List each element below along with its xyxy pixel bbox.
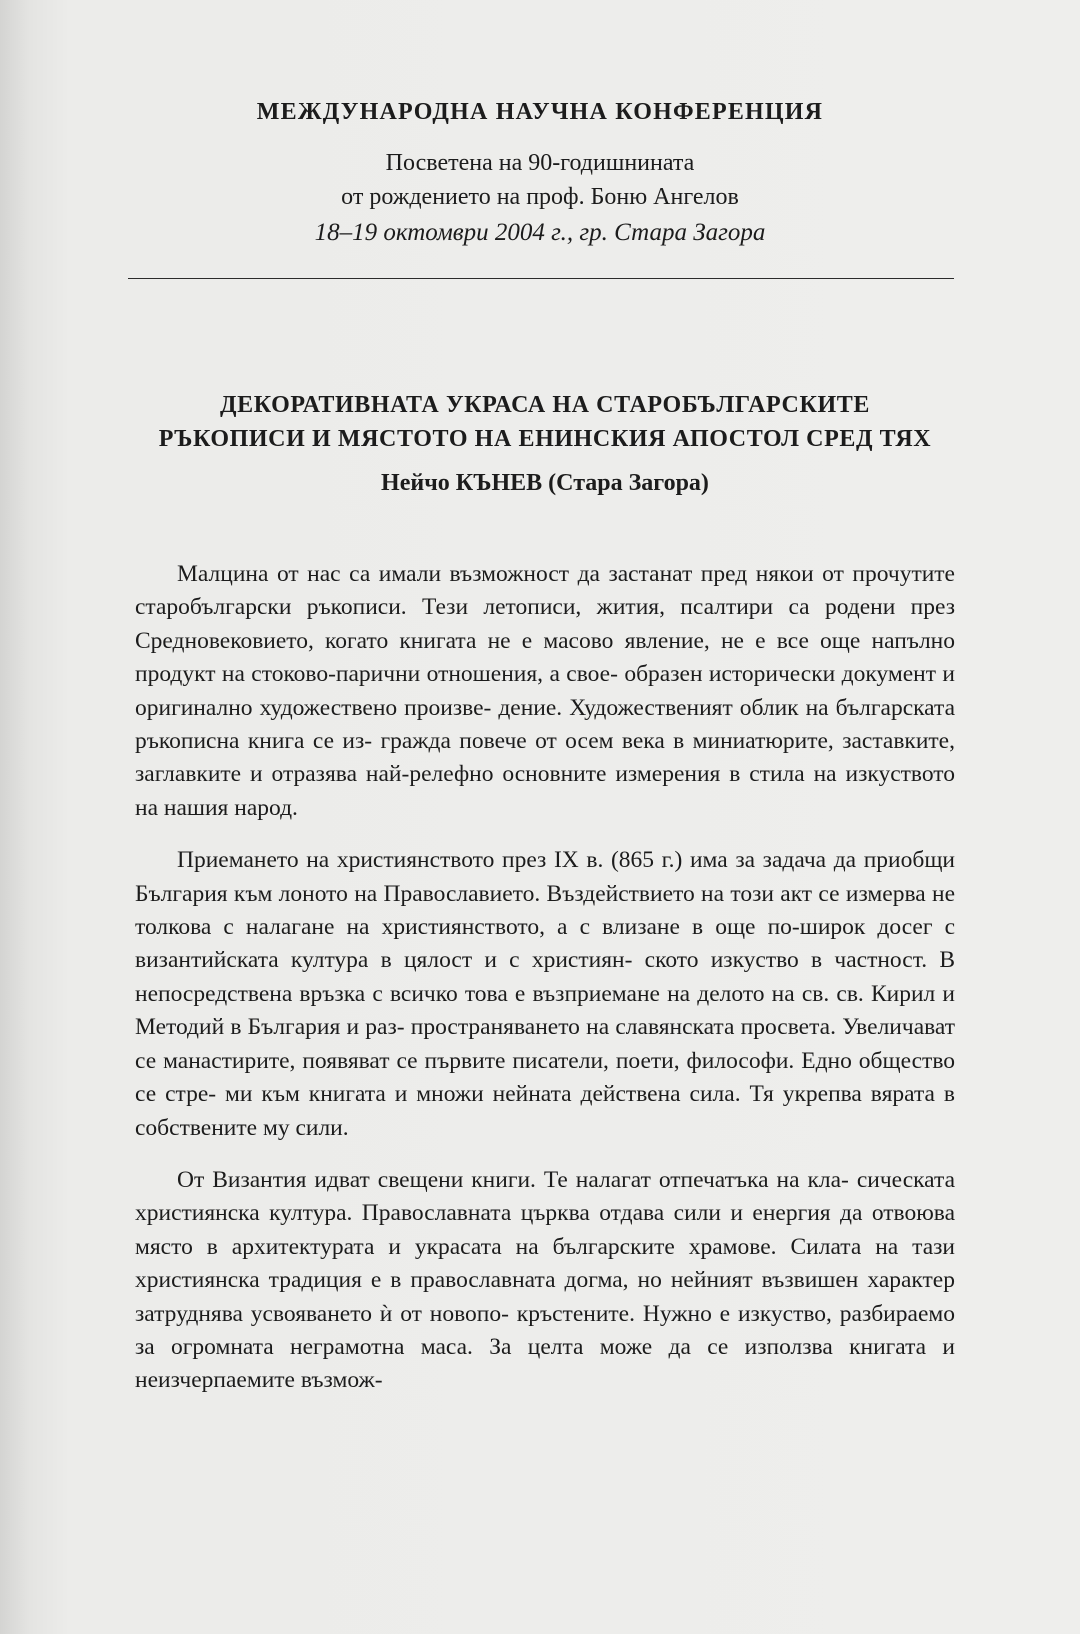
article-title-line-1: ДЕКОРАТИВНАТА УКРАСА НА СТАРОБЪЛГАРСКИТЕ xyxy=(220,392,870,418)
article-title-line-2: РЪКОПИСИ И МЯСТОТО НА ЕНИНСКИЯ АПОСТОЛ СРЕД ТЯХ xyxy=(158,426,932,452)
conference-title: МЕЖДУНАРОДНА НАУЧНА КОНФЕРЕНЦИЯ xyxy=(256,99,824,125)
body-paragraph: Малцина от нас са имали възможност да застанат пред някои от прочутите старобългарски ръкописи. Тези летописи, жития, псалтири са родени през Средновековието, когато книгата не е масово явление, не е все още напълно продукт на стоково-парични отношения, а свое- образен исторически документ и оригинално художествено произве- дение. Художественият облик на българската ръкописна книга се из- гражда повече от осем века в миниатюрите, заставките, заглавките и отразява най-релефно основните измерения в стила на изкуството на нашия народ. xyxy=(135,561,955,821)
conference-dedication-line-2: от рождението на проф. Боню Ангелов xyxy=(341,184,739,210)
header-divider xyxy=(128,278,954,279)
conference-date-place: 18–19 октомври 2004 г., гр. Стара Загора xyxy=(314,219,766,246)
article-author: Нейчо КЪНЕВ (Стара Загора) xyxy=(381,470,709,496)
body-paragraph: От Византия идват свещени книги. Те налагат отпечатъка на кла- сическата християнска култура. Православната църква отдава сили и енергия да отвоюва място в архитектурата и украсата на българските храмове. Силата на тази християнска традиция е в православната догма, но нейният възвишен характер затруднява усвояването ѝ от новопо- кръстените. Нужно е изкуство, разбираемо за огромната неграмотна маса. За целта може да се използва книгата и неизчерпаемите възмож- xyxy=(135,1166,955,1394)
conference-header xyxy=(120,96,960,252)
conference-dedication-line-1: Посветена на 90-годишнината xyxy=(385,150,695,176)
body-paragraph: Приемането на християнството през IX в. (865 г.) има за задача да приобщи България към лоното на Православието. Въздействието на този акт се измерва не толкова с налагане на християнството, а с влизане в още по-широк досег с византийската култура в цялост и с християн- ското изкуство в частност. В непосредствена връзка с всичко това е възприемане на делото на св. св. Кирил и Методий в България и раз- пространяването на славянската просвета. Увеличават се манастирите, появяват се първите писатели, поети, философи. Едно общество се стре- ми към книгата и множи нейната действена сила. Тя укрепва вярата в собствените му сили. xyxy=(135,847,955,1141)
article-header xyxy=(110,388,980,500)
article-body xyxy=(135,558,955,1417)
